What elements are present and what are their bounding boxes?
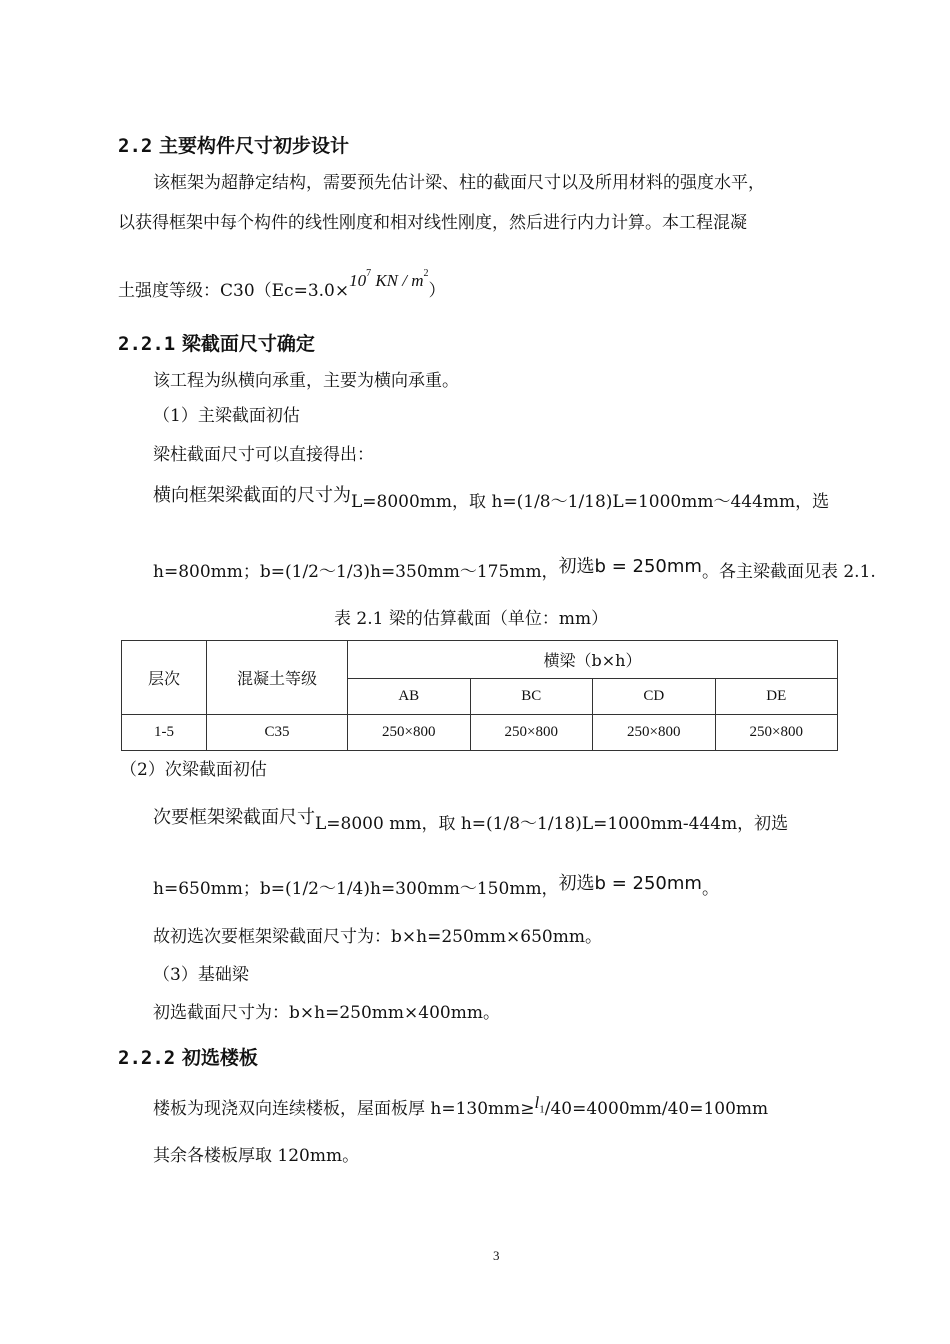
secondary-beam-b-image-text: 初选b = 250mm: [558, 873, 702, 894]
secondary-beam-line-2: [153, 874, 719, 900]
intro-text: 该工程为纵横向承重，主要为横向承重。: [153, 371, 459, 391]
secondary-beam-image-text: 次要框架梁截面尺寸: [153, 807, 315, 828]
cell-grade: C35: [207, 715, 348, 751]
item-1-desc: 梁柱截面尺寸可以直接得出：: [153, 445, 374, 465]
section-number: 2.2.1: [118, 333, 176, 355]
cell-de: 250×800: [715, 715, 838, 751]
section-2-2-heading: [118, 131, 349, 158]
paragraph-line: 该框架为超静定结构，需要预先估计梁、柱的截面尺寸以及所用材料的强度水平，: [153, 173, 765, 193]
main-beam-image-text: 横向框架梁截面的尺寸为: [153, 485, 351, 506]
subheader-ab: AB: [348, 679, 471, 715]
ec-formula: [349, 268, 429, 290]
l-subscript: 1: [539, 1103, 545, 1116]
main-beam-formula: L=8000mm，取 h=(1/8～1/18)L=1000mm～444mm，选: [351, 492, 830, 512]
item-3-desc: 初选截面尺寸为：b×h=250mm×400mm。: [153, 1003, 500, 1023]
formula-unit-exponent: 2: [423, 268, 429, 279]
section-title: 主要构件尺寸初步设计: [158, 135, 349, 157]
main-beam-b-image-text: 初选b = 250mm: [558, 556, 702, 577]
slab-formula: /40=4000mm/40=100mm: [544, 1099, 769, 1119]
slab-line-2: 其余各楼板厚取 120mm。: [153, 1146, 360, 1166]
slab-line-1: [153, 1094, 768, 1121]
secondary-beam-result: 故初选次要框架梁截面尺寸为：b×h=250mm×650mm。: [153, 927, 602, 947]
formula-unit: KN / m: [375, 271, 424, 290]
section-2-2-1-heading: [118, 329, 315, 356]
secondary-beam-formula: L=8000 mm，取 h=(1/8～1/18)L=1000mm-444m，初选: [315, 814, 789, 834]
page-number: 3: [493, 1248, 500, 1263]
header-beam: 横梁（b×h）: [348, 641, 838, 679]
subheader-bc: BC: [470, 679, 593, 715]
section-title: 梁截面尺寸确定: [181, 333, 315, 355]
subheader-de: DE: [715, 679, 838, 715]
item-2-heading: （2）次梁截面初估: [120, 760, 267, 780]
subheader-cd: CD: [593, 679, 716, 715]
secondary-beam-formula-2: h=650mm；b=(1/2～1/4)h=300mm～150mm，: [153, 879, 559, 899]
section-title: 初选楼板: [181, 1047, 258, 1069]
cell-floor: 1-5: [122, 715, 207, 751]
concrete-grade-line: [118, 268, 446, 301]
formula-base: 10: [349, 271, 367, 290]
table-row: [122, 715, 838, 751]
main-beam-line-1: [153, 487, 829, 513]
main-beam-suffix: 。各主梁截面见表 2.1.: [701, 562, 876, 582]
item-3-heading: （3）基础梁: [153, 965, 249, 985]
formula-exponent: 7: [366, 268, 372, 279]
paragraph-line: 以获得框架中每个构件的线性刚度和相对线性刚度，然后进行内力计算。本工程混凝: [118, 213, 747, 233]
closing-paren: ）: [428, 281, 446, 301]
secondary-beam-suffix: 。: [701, 879, 719, 899]
table-caption: 表 2.1 梁的估算截面（单位：mm）: [334, 609, 609, 629]
section-number: 2.2: [118, 135, 153, 157]
main-beam-formula-2: h=800mm；b=(1/2～1/3)h=350mm～175mm，: [153, 562, 559, 582]
header-floor: 层次: [122, 641, 207, 715]
slab-text: 楼板为现浇双向连续楼板，屋面板厚 h=130mm≥: [153, 1099, 535, 1119]
section-number: 2.2.2: [118, 1047, 176, 1069]
l-symbol: l: [534, 1093, 540, 1112]
item-1-heading: （1）主梁截面初估: [153, 406, 300, 426]
beam-section-table: [121, 640, 838, 751]
secondary-beam-line-1: [153, 809, 788, 835]
cell-cd: 250×800: [593, 715, 716, 751]
cell-ab: 250×800: [348, 715, 471, 751]
section-2-2-2-heading: [118, 1043, 258, 1070]
header-grade: 混凝土等级: [207, 641, 348, 715]
main-beam-line-2: [153, 557, 876, 583]
slab-l1-symbol: [534, 1093, 545, 1116]
concrete-grade-text: 土强度等级：C30（Ec=3.0×: [118, 281, 350, 301]
cell-bc: 250×800: [470, 715, 593, 751]
